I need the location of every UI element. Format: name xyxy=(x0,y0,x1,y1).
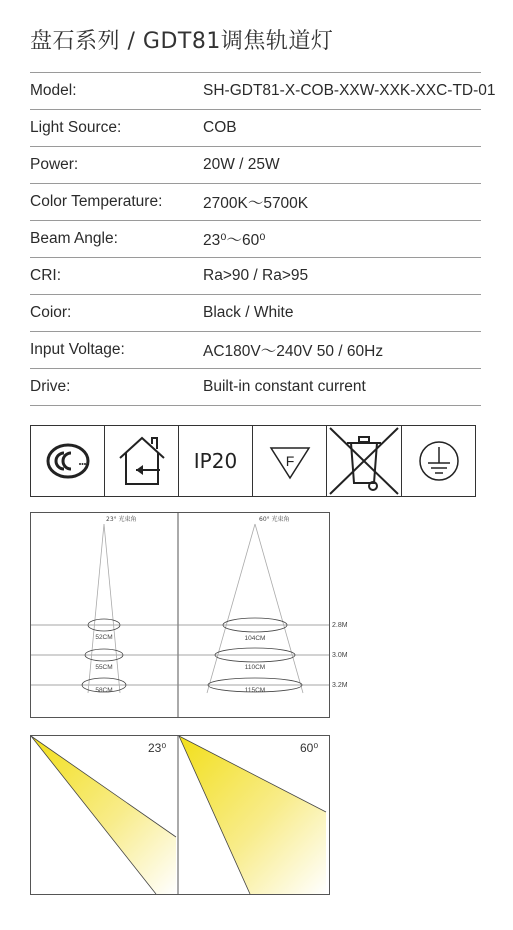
f-mark-icon xyxy=(253,426,327,496)
spec-row xyxy=(30,109,481,146)
weee-bin-icon xyxy=(327,426,402,496)
product-title: 盘石系列 / GDT81调焦轨道灯 xyxy=(30,29,334,54)
spec-label: Model: xyxy=(30,82,77,99)
spec-value: 20W / 25W xyxy=(203,156,280,173)
beam-distance-diagram xyxy=(30,512,330,718)
spec-value: Black / White xyxy=(203,304,294,321)
distance-label-2: 3.0M xyxy=(332,652,348,659)
ip-rating-icon xyxy=(179,426,253,496)
diameter-60-2: 110CM xyxy=(244,664,266,671)
diameter-23-2: 55CM xyxy=(95,664,113,671)
spec-value: AC180V～240V 50 / 60Hz xyxy=(203,343,384,360)
ccc-mark-icon xyxy=(31,426,105,496)
spec-row xyxy=(30,257,481,294)
spec-label: Beam Angle: xyxy=(30,230,118,247)
spec-label: Input Voltage: xyxy=(30,341,125,358)
beam-title-60: 60° 光束角 xyxy=(259,516,290,523)
angle-label-60: 60⁰ xyxy=(300,741,319,755)
spec-value: COB xyxy=(203,119,237,136)
diameter-23-1: 52CM xyxy=(95,634,113,641)
spec-table xyxy=(30,72,496,406)
spec-label: Color Temperature: xyxy=(30,193,163,210)
indoor-use-icon xyxy=(105,426,179,496)
spec-row xyxy=(30,72,496,109)
spec-value: Ra>90 / Ra>95 xyxy=(203,267,309,284)
spec-label: Drive: xyxy=(30,378,71,395)
beam-title-23: 23° 光束角 xyxy=(106,516,137,523)
spec-label: CRI: xyxy=(30,267,61,284)
spec-label: Coior: xyxy=(30,304,72,321)
spec-row xyxy=(30,220,481,257)
spec-row xyxy=(30,331,481,368)
spec-value: Built-in constant current xyxy=(203,378,366,395)
spec-label: Light Source: xyxy=(30,119,122,136)
angle-label-23: 23⁰ xyxy=(148,741,167,755)
distance-label-1: 2.8M xyxy=(332,622,348,629)
spec-value: 2700K～5700K xyxy=(203,195,309,212)
spec-label: Power: xyxy=(30,156,79,173)
distance-label-3: 3.2M xyxy=(332,682,348,689)
distance-labels xyxy=(332,512,392,718)
spec-row xyxy=(30,368,481,406)
f-mark-label: F xyxy=(285,453,294,469)
diameter-60-3: 115CM xyxy=(244,687,266,694)
spec-value: 23⁰～60⁰ xyxy=(203,232,266,249)
spec-row xyxy=(30,294,481,331)
protective-earth-icon xyxy=(402,426,475,496)
beam-angle-panels xyxy=(30,735,330,895)
spec-row xyxy=(30,146,481,183)
diameter-60-1: 104CM xyxy=(244,635,266,642)
certification-strip xyxy=(30,425,476,497)
spec-row xyxy=(30,183,481,220)
ip-rating-label: IP20 xyxy=(193,449,238,473)
diameter-23-3: 58CM xyxy=(95,687,113,694)
spec-value: SH-GDT81-X-COB-XXW-XXK-XXC-TD-01 xyxy=(203,82,496,99)
